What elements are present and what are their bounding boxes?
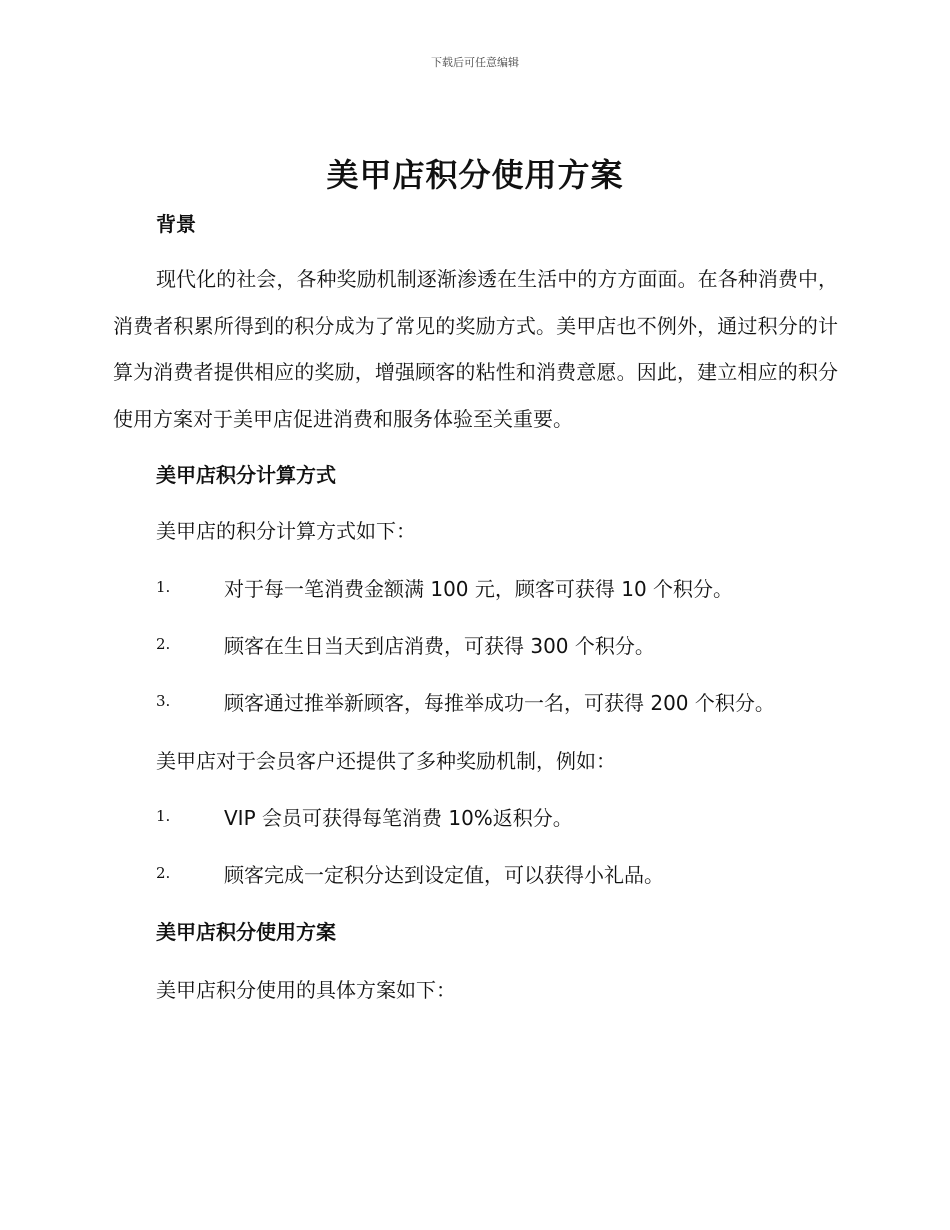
section-heading-background: 背景 [156, 212, 196, 236]
section-heading-calc: 美甲店积分计算方式 [156, 463, 336, 487]
list-item-number: 2. [156, 864, 171, 882]
calc-intro: 美甲店的积分计算方式如下： [156, 519, 416, 543]
list-item-text: VIP 会员可获得每笔消费 10%返积分。 [224, 806, 573, 830]
member-intro: 美甲店对于会员客户还提供了多种奖励机制，例如： [156, 749, 616, 773]
background-paragraph: 现代化的社会，各种奖励机制逐渐渗透在生活中的方方面面。在各种消费中，消费者积累所得到的积分成为了常见的奖励方式。美甲店也不例外，通过积分的计算为消费者提供相应的奖励，增强顾客的粘性和消费意愿。因此，建立相应的积分使用方案对于美甲店促进消费和服务体验至关重要。 [113, 267, 838, 431]
header-note: 下载后可任意编辑 [431, 56, 519, 69]
list-item-number: 3. [156, 692, 171, 710]
section-heading-usage: 美甲店积分使用方案 [156, 920, 336, 944]
document-title: 美甲店积分使用方案 [326, 156, 624, 194]
list-item-text: 对于每一笔消费金额满 100 元，顾客可获得 10 个积分。 [224, 577, 734, 601]
list-item-text: 顾客在生日当天到店消费，可获得 300 个积分。 [224, 634, 655, 658]
list-item-number: 1. [156, 578, 171, 596]
list-item-text: 顾客完成一定积分达到设定值，可以获得小礼品。 [224, 863, 664, 887]
list-item-number: 2. [156, 635, 171, 653]
list-item-text: 顾客通过推举新顾客，每推举成功一名，可获得 200 个积分。 [224, 691, 775, 715]
list-item-number: 1. [156, 807, 171, 825]
usage-intro: 美甲店积分使用的具体方案如下： [156, 978, 456, 1002]
